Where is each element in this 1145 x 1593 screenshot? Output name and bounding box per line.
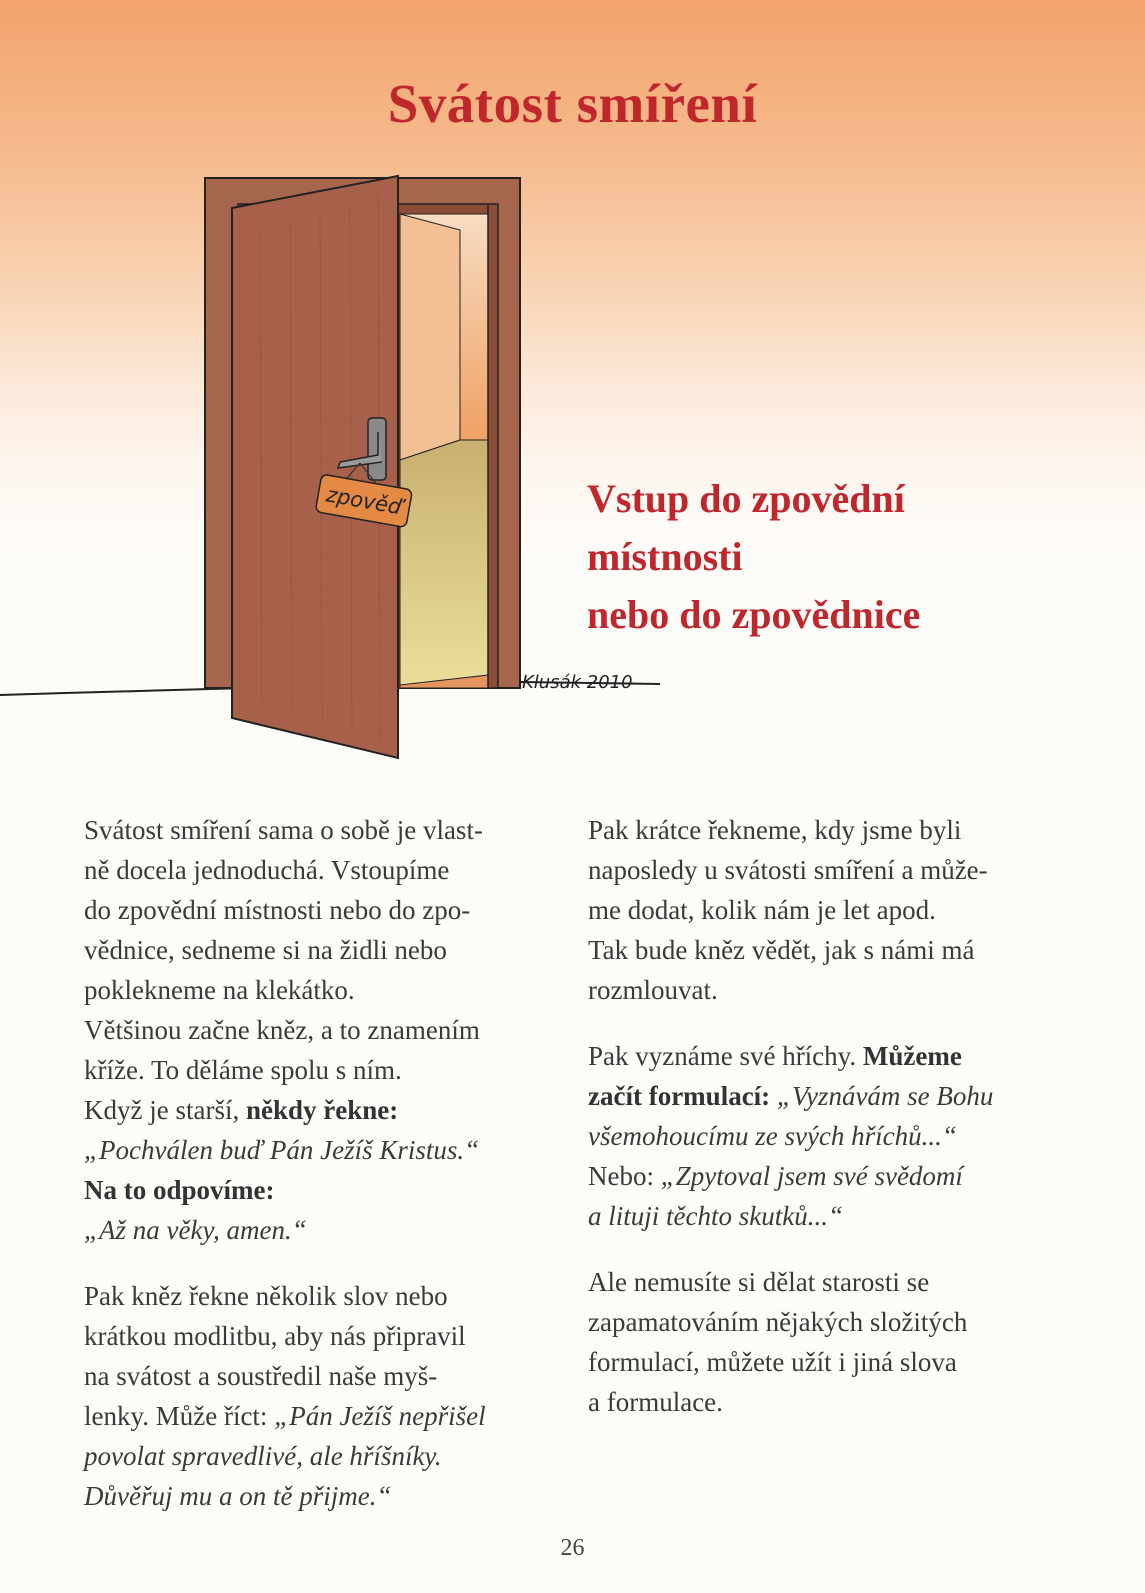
door-handle-plate [368,418,386,480]
text-line: vědnice, sedneme si na židli nebo [84,935,447,965]
text-line: Pak krátce řekneme, kdy jsme byli [588,815,962,845]
paragraph [84,810,564,1250]
text-line: Většinou začne kněz, a to znamením [84,1015,480,1045]
paragraph [588,1036,1068,1236]
text-line: krátkou modlitbu, aby nás připravil [84,1321,466,1351]
quote-line: povolat spravedlivé, ale hříšníky. [84,1441,442,1471]
paragraph [84,1276,564,1516]
text-line: do zpovědní místnosti nebo do zpo- [84,895,471,925]
text-line: formulací, můžete užít i jiná slova [588,1347,957,1377]
text-line: poklekneme na klekátko. [84,975,355,1005]
text-line: naposledy u svátosti smíření a může- [588,855,988,885]
heading-line: nebo do zpovědnice [587,592,921,637]
paragraph [588,1262,1068,1422]
room-side-wall [400,214,460,460]
heading-line: Vstup do zpovědní [587,476,905,521]
section-heading [587,470,1087,644]
text-line: rozmlouvat. [588,975,718,1005]
text-line: na svátost a soustředil naše myš- [84,1361,438,1391]
text-line: ně docela jednoduchá. Vstoupíme [84,855,450,885]
artist-signature: Klusák 2010 [522,672,633,693]
text-line: Svátost smíření sama o sobě je vlast- [84,815,483,845]
left-column [84,810,564,1542]
text-line: kříže. To děláme spolu s ním. [84,1055,402,1085]
page-title: Svátost smíření [387,73,758,134]
quote-line: „Až na věky, amen.“ [84,1215,307,1245]
text-line: Pak vyznáme své hříchy. Můžeme [588,1041,962,1071]
page-number: 26 [560,1535,585,1561]
quote-line: Důvěřuj mu a on tě přijme.“ [84,1481,392,1511]
text-line: Když je starší, někdy řekne: [84,1095,399,1125]
paragraph [588,810,1068,1010]
text-line: Nebo: „Zpytoval jsem své svědomí [588,1161,963,1191]
text-line: lenky. Může říct: „Pán Ježíš nepřišel [84,1401,486,1431]
quote-line: a lituji těchto skutků...“ [588,1201,843,1231]
quote-line: „Pochválen buď Pán Ježíš Kristus.“ [84,1135,480,1165]
sign-text: zpověď [324,482,404,520]
text-line: Pak kněz řekne několik slov nebo [84,1281,448,1311]
heading-line: místnosti [587,534,743,579]
text-line: začít formulací: „Vyznávám se Bohu [588,1081,994,1111]
text-line: Tak bude kněz vědět, jak s námi má [588,935,975,965]
text-line: zapamatováním nějakých složitých [588,1307,968,1337]
room-floor [400,440,488,685]
quote-line: všemohoucímu ze svých hříchů...“ [588,1121,957,1151]
text-line: a formulace. [588,1387,723,1417]
text-line: Na to odpovíme: [84,1175,275,1205]
right-column [588,810,1068,1448]
text-line: Ale nemusíte si dělat starosti se [588,1267,930,1297]
text-line: me dodat, kolik nám je let apod. [588,895,936,925]
